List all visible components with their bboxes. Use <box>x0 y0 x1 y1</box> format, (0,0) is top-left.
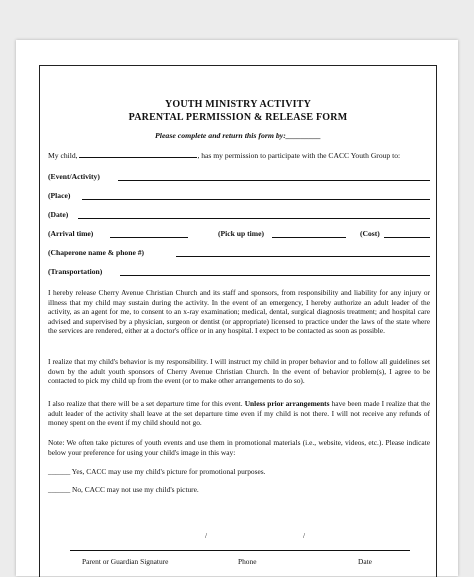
date-label: (Date) <box>48 210 69 219</box>
departure-text-end: have been made I realize that the adult leader of the activity shall leave at the set departure time even if my child is not there. I will not receive any refunds of money spent on the event if my child should not go. <box>48 399 431 428</box>
place-field[interactable] <box>82 199 430 200</box>
date-field[interactable] <box>78 218 430 219</box>
place-label: (Place) <box>48 191 71 200</box>
child-prefix: My child, <box>48 151 78 160</box>
date-signature-label: Date <box>358 557 372 566</box>
chaperone-field[interactable] <box>176 256 430 257</box>
event-field[interactable] <box>118 180 430 181</box>
photo-option-yes[interactable]: ______ Yes, CACC may use my child's picture for promotional purposes. <box>48 467 266 476</box>
departure-paragraph <box>48 399 430 428</box>
arrival-time-field[interactable] <box>110 237 188 238</box>
pickup-time-label: (Pick up time) <box>218 229 264 238</box>
behavior-paragraph: I realize that my child's behavior is my responsibility. I will instruct my child in proper behavior and to follow all guidelines set down by the adult youth sponsors of Cherry Avenue Christian Church. In the event of behavior problem(s), I agree to be contacted to pick my child up from the event (or to make other arrangements to do so). <box>48 357 430 386</box>
cost-field[interactable] <box>384 237 430 238</box>
departure-text-start: I also realize that there will be a set departure time for this event. <box>48 399 245 408</box>
parent-signature-label: Parent or Guardian Signature <box>82 557 169 566</box>
event-label: (Event/Activity) <box>48 172 100 181</box>
release-paragraph: I hereby release Cherry Avenue Christian Church and its staff and sponsors, from responsibility and liability for any injury or illness that my child may sustain during the activity. In the event of an emergency, I hereby authorize an adult leader of the activity, as an agent for me, to consent to an x-ray examination; medical, dental, surgical diagnosis treatment; and hospital care advised and supervised by a physician, surgeon or dentist (or appropriate) licensed to practice under the laws of the state where the services are rendered, either at a doctor's office or in any hospital. I expect to be contacted as soon as possible. <box>48 288 430 336</box>
signature-slash-2: / <box>303 531 306 540</box>
signature-line[interactable] <box>70 550 410 551</box>
form-frame <box>39 65 437 577</box>
cost-label: (Cost) <box>360 229 380 238</box>
transportation-field[interactable] <box>120 275 430 276</box>
form-title-line1: YOUTH MINISTRY ACTIVITY <box>164 99 312 110</box>
phone-label: Phone <box>238 557 257 566</box>
document-page <box>16 40 458 576</box>
transportation-label: (Transportation) <box>48 267 103 276</box>
arrival-time-label: (Arrival time) <box>48 229 94 238</box>
photo-option-no[interactable]: ______ No, CACC may not use my child's picture. <box>48 485 199 494</box>
form-title-line2: PARENTAL PERMISSION & RELEASE FORM <box>128 112 348 123</box>
chaperone-label: (Chaperone name & phone #) <box>48 248 145 257</box>
child-permission-line <box>48 151 400 160</box>
child-name-field[interactable] <box>79 157 197 158</box>
pickup-time-field[interactable] <box>272 237 346 238</box>
child-suffix: , has my permission to participate with the CACC Youth Group to: <box>197 151 401 160</box>
departure-text-bold: Unless prior arrangements <box>244 399 330 408</box>
photo-note: Note: We often take pictures of youth events and use them in promotional materials (i.e., website, videos, etc.). Please indicate below your preference for using your child's image in this way: <box>48 438 430 457</box>
signature-slash-1: / <box>205 531 208 540</box>
return-instruction: Please complete and return this form by:_________ <box>155 131 321 140</box>
